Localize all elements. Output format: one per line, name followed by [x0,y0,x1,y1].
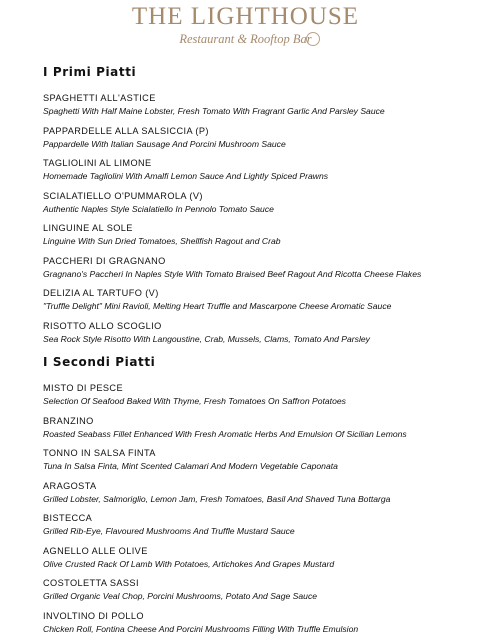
section-title: I Secondi Piatti [43,354,483,370]
dish-name: PACCHERI DI GRAGNANO [43,255,483,268]
logo-circle-mark [306,32,320,46]
dish-name: AGNELLO ALLE OLIVE [43,545,483,558]
menu-item [43,610,483,642]
dish-name: TAGLIOLINI AL LIMONE [43,157,483,170]
dish-name: INVOLTINO DI POLLO [43,610,483,623]
menu-body [43,64,483,642]
dish-description: "Truffle Delight" Mini Ravioli, Melting Heart Truffle and Mascarpone Cheese Aromatic Sauce [43,300,483,312]
dish-description: Pappardelle With Italian Sausage And Porcini Mushroom Sauce [43,138,483,150]
menu-item [43,157,483,190]
menu-item [43,125,483,158]
dish-name: BISTECCA [43,512,483,525]
dish-description: Roasted Seabass Fillet Enhanced With Fresh Aromatic Herbs And Emulsion Of Sicilian Lemons [43,428,483,440]
menu-item [43,92,483,125]
dish-name: COSTOLETTA SASSI [43,577,483,590]
dish-name: PAPPARDELLE ALLA SALSICCIA (P) [43,125,483,138]
menu-item [43,190,483,223]
dish-description: Homemade Tagliolini With Amalfi Lemon Sauce And Lightly Spiced Prawns [43,170,483,182]
dish-name: SPAGHETTI ALL'ASTICE [43,92,483,105]
menu-item [43,545,483,578]
menu-item [43,222,483,255]
menu-item [43,512,483,545]
dish-description: Sea Rock Style Risotto With Langoustine, Crab, Mussels, Clams, Tomato And Parsley [43,333,483,345]
dish-description: Chicken Roll, Fontina Cheese And Porcini Mushrooms Filling With Truffle Emulsion [43,623,483,635]
menu-item [43,255,483,288]
dish-description: Grilled Organic Veal Chop, Porcini Mushrooms, Potato And Sage Sauce [43,590,483,602]
dish-name: TONNO IN SALSA FINTA [43,447,483,460]
dish-description: Olive Crusted Rack Of Lamb With Potatoes, Artichokes And Grapes Mustard [43,558,483,570]
dish-description: Grilled Lobster, Salmoriglio, Lemon Jam, Fresh Tomatoes, Basil And Shaved Tuna Bottarga [43,493,483,505]
dish-name: LINGUINE AL SOLE [43,222,483,235]
dish-name: MISTO DI PESCE [43,382,483,395]
dish-name: SCIALATIELLO O'PUMMAROLA (V) [43,190,483,203]
dish-description: Tuna In Salsa Finta, Mint Scented Calamari And Modern Vegetable Caponata [43,460,483,472]
dish-name: ARAGOSTA [43,480,483,493]
menu-item [43,415,483,448]
menu-section-primi [43,64,483,352]
dish-name: BRANZINO [43,415,483,428]
dish-description: Spaghetti With Half Maine Lobster, Fresh Tomato With Fragrant Garlic And Parsley Sauce [43,105,483,117]
menu-item [43,382,483,415]
dish-name: DELIZIA AL TARTUFO (V) [43,287,483,300]
menu-item [43,320,483,353]
menu-section-secondi [43,354,483,642]
dish-name: RISOTTO ALLO SCOGLIO [43,320,483,333]
dish-description: Selection Of Seafood Baked With Thyme, Fresh Tomatoes On Saffron Potatoes [43,395,483,407]
section-title: I Primi Piatti [43,64,483,80]
dish-description: Linguine With Sun Dried Tomatoes, Shellfish Ragout and Crab [43,235,483,247]
dish-description: Grilled Rib-Eye, Flavoured Mushrooms And Truffle Mustard Sauce [43,525,483,537]
dish-description: Gragnano's Paccheri In Naples Style With Tomato Braised Beef Ragout And Ricotta Cheese Flakes [43,268,483,280]
menu-item [43,577,483,610]
restaurant-tagline: Restaurant & Rooftop Bar [0,32,491,46]
dish-description: Authentic Naples Style Scialatiello In Pennolo Tomato Sauce [43,203,483,215]
restaurant-name: THE LIGHTHOUSE [0,2,491,32]
restaurant-logo [0,0,491,56]
menu-item [43,287,483,320]
menu-item [43,480,483,513]
menu-item [43,447,483,480]
